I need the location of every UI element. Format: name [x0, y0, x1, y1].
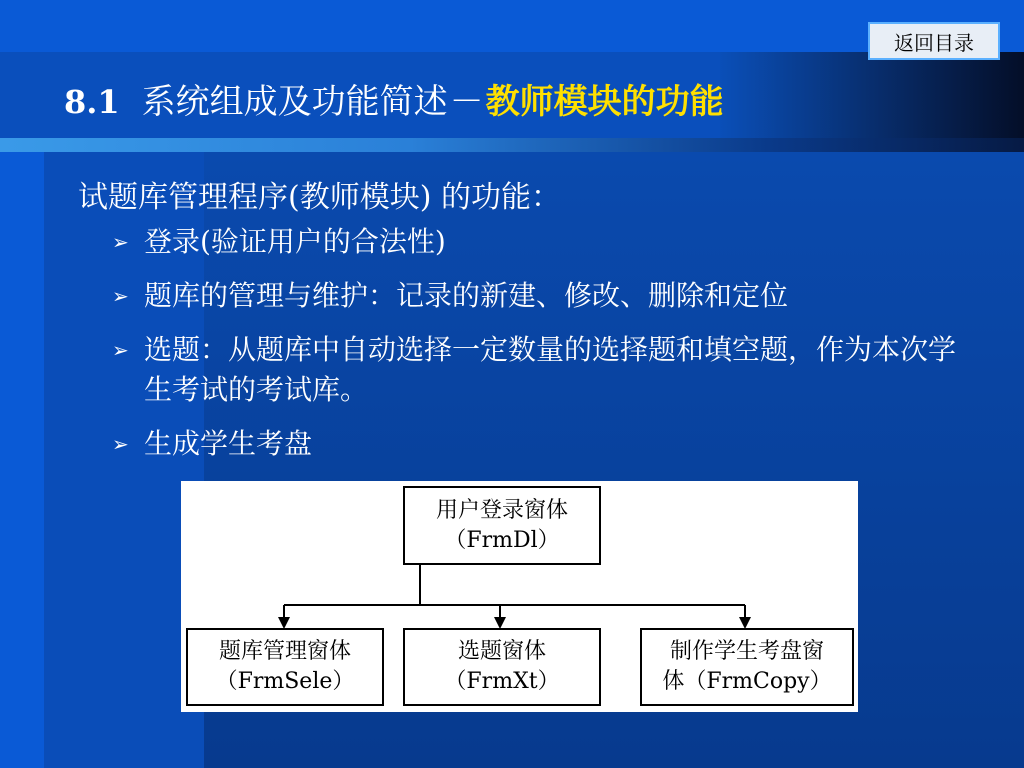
title-main: 系统组成及功能简述 — [141, 82, 448, 122]
node-label: 题库管理窗体 — [218, 639, 351, 664]
arrowhead-bullet-icon: ➢ — [112, 338, 129, 362]
child-node-bank-management-form — [186, 628, 384, 706]
root-node-login-form — [403, 486, 601, 565]
arrowhead-bullet-icon: ➢ — [112, 284, 129, 308]
child-node-question-selection-form — [403, 628, 601, 706]
title-dash: － — [449, 82, 484, 122]
node-sublabel: （FrmSele） — [215, 669, 355, 694]
return-to-contents-button[interactable]: 返回目录 — [868, 22, 1000, 60]
arrowhead-bullet-icon: ➢ — [112, 230, 129, 254]
top-right-gradient — [720, 52, 1024, 142]
list-item — [112, 424, 972, 464]
list-item-text: 登录(验证用户的合法性) — [144, 225, 446, 258]
node-sublabel: 体（FrmCopy） — [662, 669, 832, 694]
feature-list — [112, 222, 972, 478]
list-item-text: 生成学生考盘 — [144, 427, 313, 460]
list-item-text: 选题：从题库中自动选择一定数量的选择题和填空题，作为本次学生考试的考试库。 — [144, 333, 957, 406]
intro-text: 试题库管理程序(教师模块) 的功能： — [78, 180, 561, 215]
arrowhead-bullet-icon: ➢ — [112, 432, 129, 456]
title-subtitle: 教师模块的功能 — [485, 82, 724, 122]
node-label: 用户登录窗体 — [435, 497, 568, 523]
node-label: 选题窗体 — [457, 639, 546, 664]
node-sublabel: （FrmDl） — [444, 527, 560, 553]
list-item — [112, 276, 972, 316]
module-structure-diagram — [181, 481, 858, 712]
list-item — [112, 330, 972, 410]
list-item-text: 题库的管理与维护：记录的新建、修改、删除和定位 — [144, 279, 789, 312]
node-sublabel: （FrmXt） — [444, 669, 560, 694]
list-item — [112, 222, 972, 262]
section-number: 8.1 — [64, 83, 120, 121]
title-underline-stripe — [0, 138, 1024, 152]
page-title — [64, 74, 724, 124]
child-node-exam-disk-form — [640, 628, 854, 706]
left-band — [0, 150, 44, 768]
node-label: 制作学生考盘窗 — [669, 639, 824, 664]
